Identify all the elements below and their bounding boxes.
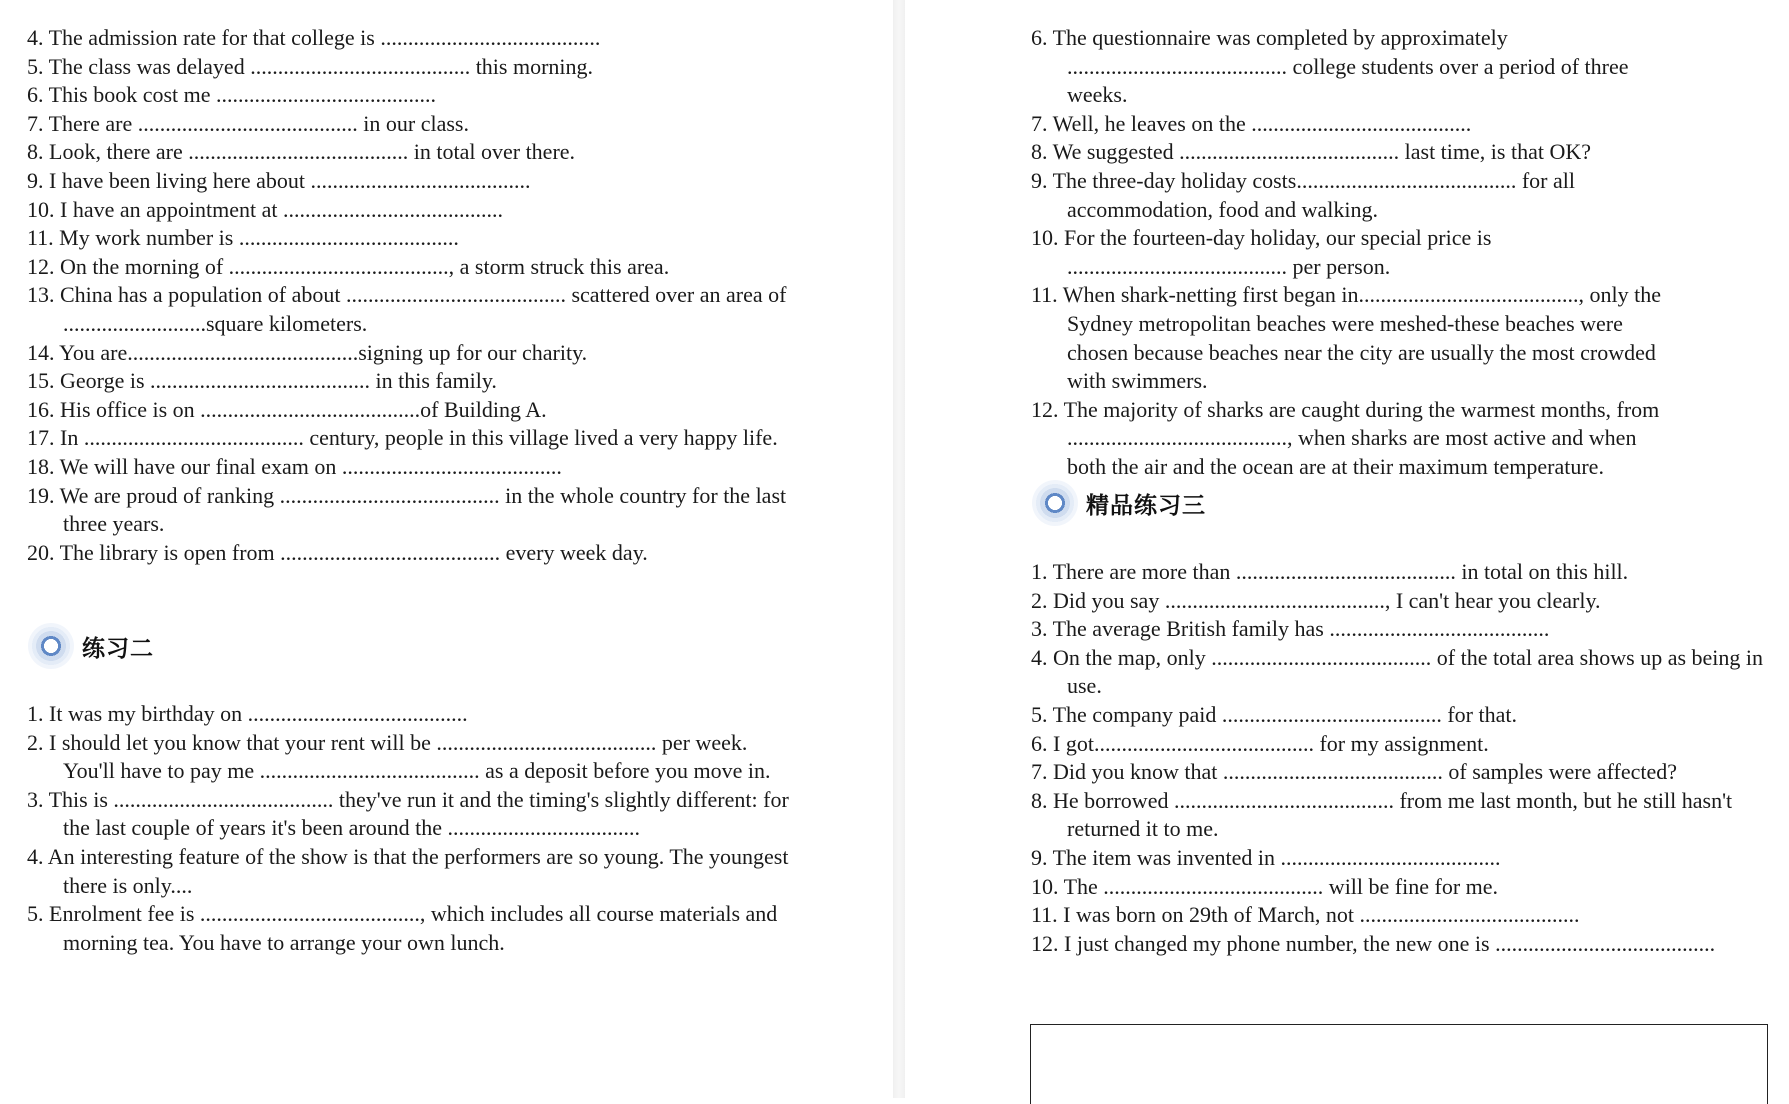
question-item: 20. The library is open from ........................................ every week day. bbox=[27, 539, 648, 565]
question-item: 1. There are more than ........................................ in total on this hill. bbox=[1031, 559, 1629, 584]
question-item: 13. China has a population of about ........................................ scattered over an area of ..........................square kilometers. bbox=[27, 282, 787, 336]
question-item: 11. I was born on 29th of March, not ........................................ bbox=[1031, 902, 1580, 928]
question-item: 6. I got........................................ for my assignment. bbox=[1031, 730, 1489, 756]
question-item: 2. Did you say ........................................, I can't hear you clearly. bbox=[1031, 587, 1601, 613]
question-item: 4. On the map, only ........................................ of the total area shows up as being in use. bbox=[1031, 644, 1764, 699]
question-item: 7. Well, he leaves on the ........................................ bbox=[1031, 110, 1472, 136]
question-item: 7. There are ........................................ in our class. bbox=[27, 110, 469, 136]
question-item: 12. On the morning of ........................................, a storm struck this area. bbox=[27, 253, 670, 279]
question-item: 8. Look, there are ........................................ in total over there. bbox=[27, 139, 576, 165]
question-item: 2. I should let you know that your rent will be ........................................ per week. You'll have to pay me ........................................ as a deposit before you move in. bbox=[27, 729, 771, 784]
exercise-list-2 bbox=[27, 700, 797, 957]
question-item: 17. In ........................................ century, people in this village lived a very happy life. bbox=[27, 425, 778, 451]
exercise-list-3 bbox=[1031, 558, 1771, 958]
question-item: 5. Enrolment fee is ........................................, which includes all course materials and morning tea. You have to arrange your own lunch. bbox=[27, 901, 778, 955]
question-item: 4. An interesting feature of the show is that the performers are so young. The youngest there is only.... bbox=[27, 843, 789, 898]
right-page bbox=[905, 0, 1789, 1098]
question-item: 16. His office is on ........................................of Building A. bbox=[27, 396, 547, 422]
section-header-3 bbox=[1032, 480, 1206, 526]
answer-box bbox=[1030, 1024, 1768, 1104]
question-item: 8. We suggested ........................................ last time, is that OK? bbox=[1031, 139, 1591, 165]
question-item: 5. The company paid ........................................ for that. bbox=[1031, 701, 1517, 727]
cd-disc-icon bbox=[1032, 480, 1078, 526]
question-item: 3. This is ........................................ they've run it and the timing's slightly different: for the last couple of years it's been around the ................................... bbox=[27, 786, 789, 841]
question-item: 6. This book cost me ........................................ bbox=[27, 82, 437, 108]
left-page bbox=[0, 0, 893, 1098]
cd-disc-icon bbox=[28, 623, 74, 669]
question-item: 9. I have been living here about ........................................ bbox=[27, 167, 531, 193]
question-item: 3. The average British family has ........................................ bbox=[1031, 616, 1550, 642]
question-item: 10. For the fourteen-day holiday, our special price is ........................................ per person. bbox=[1031, 225, 1492, 279]
question-item: 11. My work number is ........................................ bbox=[27, 225, 459, 251]
question-item: 1. It was my birthday on ........................................ bbox=[27, 701, 468, 726]
question-item: 9. The item was invented in ........................................ bbox=[1031, 844, 1501, 870]
question-item: 10. I have an appointment at ........................................ bbox=[27, 196, 503, 222]
question-item: 12. The majority of sharks are caught during the warmest months, from ........................................, when sharks are most active and when both the air and the ocean are at their maximum temperature. bbox=[1031, 396, 1660, 479]
page-gutter bbox=[893, 0, 905, 1098]
exercise-list-1-continued bbox=[1031, 24, 1681, 482]
question-item: 18. We will have our final exam on ........................................ bbox=[27, 453, 562, 479]
question-item: 14. You are..........................................signing up for our charity. bbox=[27, 339, 588, 365]
question-item: 8. He borrowed ........................................ from me last month, but he still hasn't returned it to me. bbox=[1031, 787, 1733, 842]
section-title-3: 精品练习三 bbox=[1086, 492, 1206, 519]
question-item: 15. George is ........................................ in this family. bbox=[27, 368, 497, 394]
question-item: 19. We are proud of ranking ........................................ in the whole country for the last three years. bbox=[27, 482, 787, 537]
exercise-list-1 bbox=[27, 24, 797, 567]
question-item: 9. The three-day holiday costs........................................ for all accommodation, food and walking. bbox=[1031, 167, 1575, 222]
question-item: 11. When shark-netting first began in........................................, only the Sydney metropolitan beaches were meshed-these beaches were chosen because beaches near the city are usually the most crowded with swimmers. bbox=[1031, 282, 1661, 394]
question-item: 7. Did you know that ........................................ of samples were affected? bbox=[1031, 759, 1678, 785]
question-item: 12. I just changed my phone number, the new one is ........................................ bbox=[1031, 930, 1716, 956]
question-item: 4. The admission rate for that college is ........................................ bbox=[27, 25, 601, 50]
section-title-2: 练习二 bbox=[82, 635, 154, 662]
section-header-2 bbox=[28, 623, 154, 669]
question-item: 6. The questionnaire was completed by approximately ........................................ college students over a period of three weeks. bbox=[1031, 25, 1629, 108]
question-item: 5. The class was delayed ........................................ this morning. bbox=[27, 53, 594, 79]
question-item: 10. The ........................................ will be fine for me. bbox=[1031, 873, 1499, 899]
